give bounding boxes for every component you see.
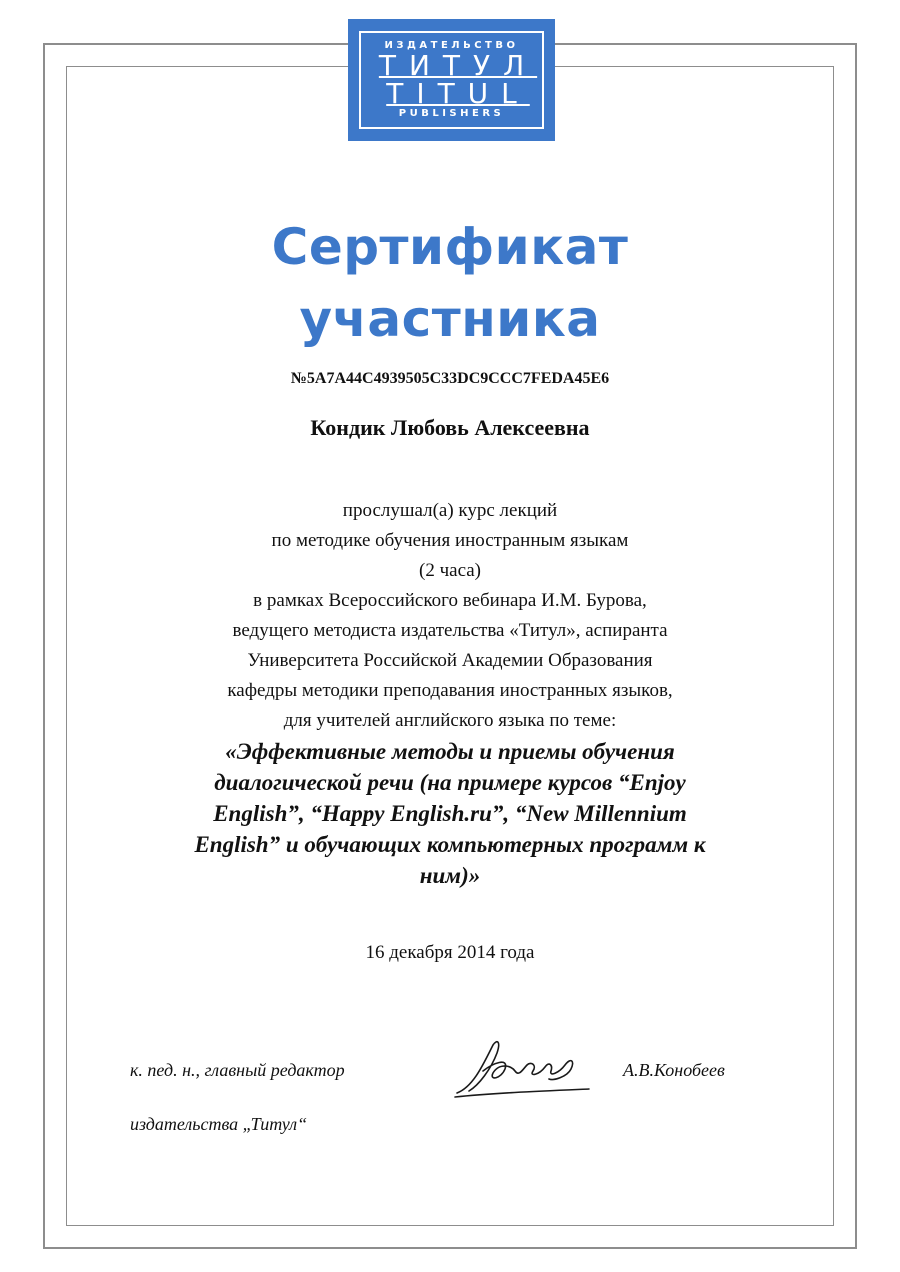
issue-date: 16 декабря 2014 года: [365, 942, 535, 963]
certificate-title-line-2: участника: [299, 290, 601, 348]
topic-line: ним)»: [419, 863, 481, 888]
body-line: в рамках Всероссийского вебинара И.М. Бурова,: [253, 590, 647, 611]
signatory-name: А.В.Конобеев: [623, 1060, 725, 1080]
signatory-title-line-2: издательства „Титул“: [130, 1114, 308, 1134]
logo-line-1: ТИТУЛ: [378, 49, 538, 82]
publisher-logo: [348, 19, 555, 141]
course-topic: [0, 736, 900, 891]
body-line: Университета Российской Академии Образования: [247, 650, 653, 671]
topic-line: «Эффективные методы и приемы обучения: [225, 739, 675, 764]
body-line: кафедры методики преподавания иностранных языков,: [227, 680, 673, 701]
topic-line: диалогической речи (на примере курсов “Enjoy: [214, 770, 686, 795]
topic-line: English” и обучающих компьютерных программ к: [194, 832, 706, 857]
logo-bottom-text: PUBLISHERS: [398, 108, 505, 119]
handwritten-signature: [453, 1035, 593, 1100]
body-line: ведущего методиста издательства «Титул», аспиранта: [232, 620, 668, 641]
recipient-name: Кондик Любовь Алексеевна: [310, 415, 590, 440]
body-text: [0, 496, 900, 736]
body-line: (2 часа): [419, 560, 481, 581]
body-line: по методике обучения иностранным языкам: [271, 530, 629, 551]
body-line: прослушал(а) курс лекций: [342, 500, 558, 521]
topic-line: English”, “Happy English.ru”, “New Millennium: [213, 801, 687, 826]
body-line: для учителей английского языка по теме:: [283, 710, 617, 731]
logo-top-text: ИЗДАТЕЛЬСТВО: [384, 40, 519, 51]
certificate-number: №5A7A44C4939505C33DC9CCC7FEDA45E6: [290, 370, 610, 387]
certificate-title-line-1: Сертификат: [271, 218, 629, 276]
signatory-title-line-1: к. пед. н., главный редактор: [130, 1060, 345, 1080]
logo-box: [359, 31, 544, 129]
logo-line-2: TITUL: [386, 77, 530, 110]
